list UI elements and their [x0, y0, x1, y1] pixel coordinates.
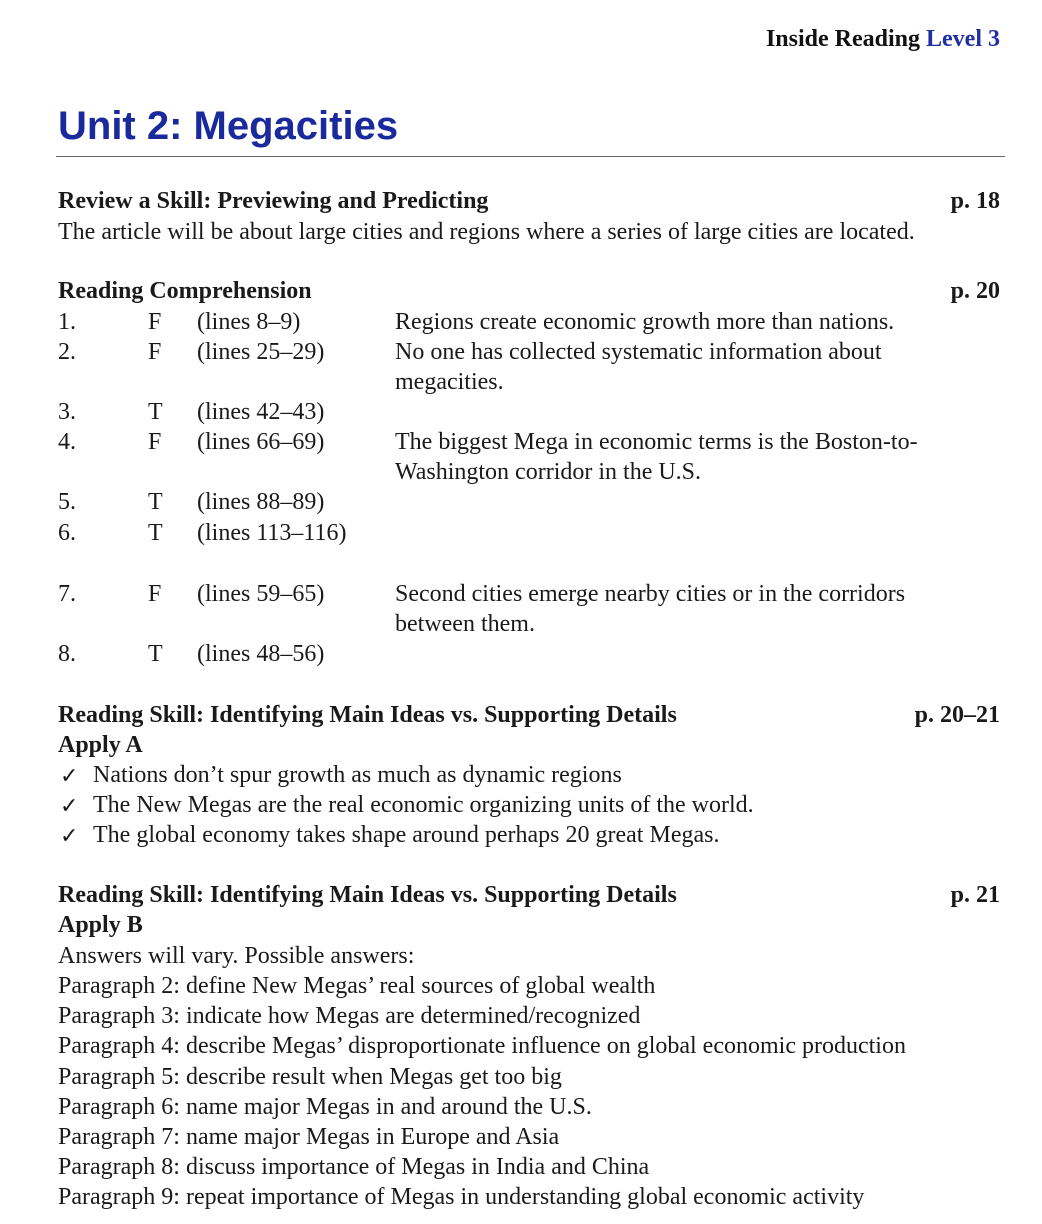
- item-number: 4.: [58, 429, 76, 455]
- item-number: 5.: [58, 489, 76, 515]
- item-answer: Second cities emerge nearby cities or in the corridors: [395, 581, 906, 607]
- apply-b-page: p. 21: [950, 882, 1000, 908]
- review-text: The article will be about large cities and regions where a series of large cities are located.: [58, 219, 915, 245]
- checkmark-icon: ✓: [60, 763, 79, 788]
- list-item: Paragraph 9: repeat importance of Megas in understanding global economic activity: [58, 1184, 865, 1210]
- item-number: 6.: [58, 520, 76, 546]
- list-item: Paragraph 2: define New Megas’ real sources of global wealth: [58, 973, 656, 999]
- list-item: Paragraph 7: name major Megas in Europe and Asia: [58, 1124, 560, 1150]
- checkmark-icon: ✓: [60, 793, 79, 818]
- list-item: Paragraph 6: name major Megas in and around the U.S.: [58, 1094, 592, 1120]
- book-title: Inside Reading: [765, 26, 921, 52]
- apply-a-heading: Reading Skill: Identifying Main Ideas vs. Supporting Details: [58, 702, 677, 728]
- item-answer: Regions create economic growth more than nations.: [395, 309, 895, 335]
- list-item: The global economy takes shape around perhaps 20 great Megas.: [93, 822, 720, 848]
- item-lines: (lines 25–29): [197, 339, 325, 365]
- item-lines: (lines 66–69): [197, 429, 325, 455]
- list-item: The New Megas are the real economic organizing units of the world.: [93, 792, 754, 818]
- item-answer: megacities.: [395, 369, 504, 395]
- list-item: Paragraph 8: discuss importance of Megas in India and China: [58, 1154, 650, 1180]
- book-header: [766, 26, 1000, 53]
- item-true-false: T: [148, 399, 163, 425]
- unit-title: Unit 2: Megacities: [58, 104, 399, 148]
- item-number: 7.: [58, 581, 76, 607]
- comprehension-page: p. 20: [950, 278, 1000, 304]
- apply-a-page: p. 20–21: [914, 702, 1000, 728]
- item-answer: between them.: [395, 611, 535, 637]
- item-true-false: T: [148, 520, 163, 546]
- item-number: 3.: [58, 399, 76, 425]
- item-lines: (lines 88–89): [197, 489, 325, 515]
- item-true-false: F: [148, 581, 162, 607]
- list-item: Paragraph 3: indicate how Megas are determined/recognized: [58, 1003, 641, 1029]
- list-item: Paragraph 5: describe result when Megas get too big: [58, 1064, 562, 1090]
- checkmark-icon: ✓: [60, 823, 79, 848]
- item-lines: (lines 42–43): [197, 399, 325, 425]
- item-lines: (lines 59–65): [197, 581, 325, 607]
- item-lines: (lines 48–56): [197, 641, 325, 667]
- apply-b-subheading: Apply B: [58, 912, 143, 938]
- book-level: Level 3: [926, 26, 1000, 52]
- item-true-false: T: [148, 641, 163, 667]
- item-answer: No one has collected systematic information about: [395, 339, 882, 365]
- apply-a-subheading: Apply A: [58, 732, 143, 758]
- title-divider: [56, 156, 1005, 157]
- list-item: Paragraph 4: describe Megas’ disproportionate influence on global economic production: [58, 1033, 906, 1059]
- apply-b-heading: Reading Skill: Identifying Main Ideas vs. Supporting Details: [58, 882, 677, 908]
- item-lines: (lines 113–116): [197, 520, 347, 546]
- item-lines: (lines 8–9): [197, 309, 301, 335]
- item-number: 8.: [58, 641, 76, 667]
- item-answer: The biggest Mega in economic terms is the Boston-to-: [395, 429, 918, 455]
- comprehension-heading: Reading Comprehension: [58, 278, 312, 304]
- item-true-false: F: [148, 429, 162, 455]
- review-page: p. 18: [950, 188, 1000, 214]
- item-true-false: F: [148, 309, 162, 335]
- item-answer: Washington corridor in the U.S.: [395, 459, 702, 485]
- item-true-false: F: [148, 339, 162, 365]
- review-heading: Review a Skill: Previewing and Predicting: [58, 188, 489, 214]
- list-item: Nations don’t spur growth as much as dynamic regions: [93, 762, 622, 788]
- item-number: 1.: [58, 309, 76, 335]
- item-true-false: T: [148, 489, 163, 515]
- item-number: 2.: [58, 339, 76, 365]
- apply-b-intro: Answers will vary. Possible answers:: [58, 943, 415, 969]
